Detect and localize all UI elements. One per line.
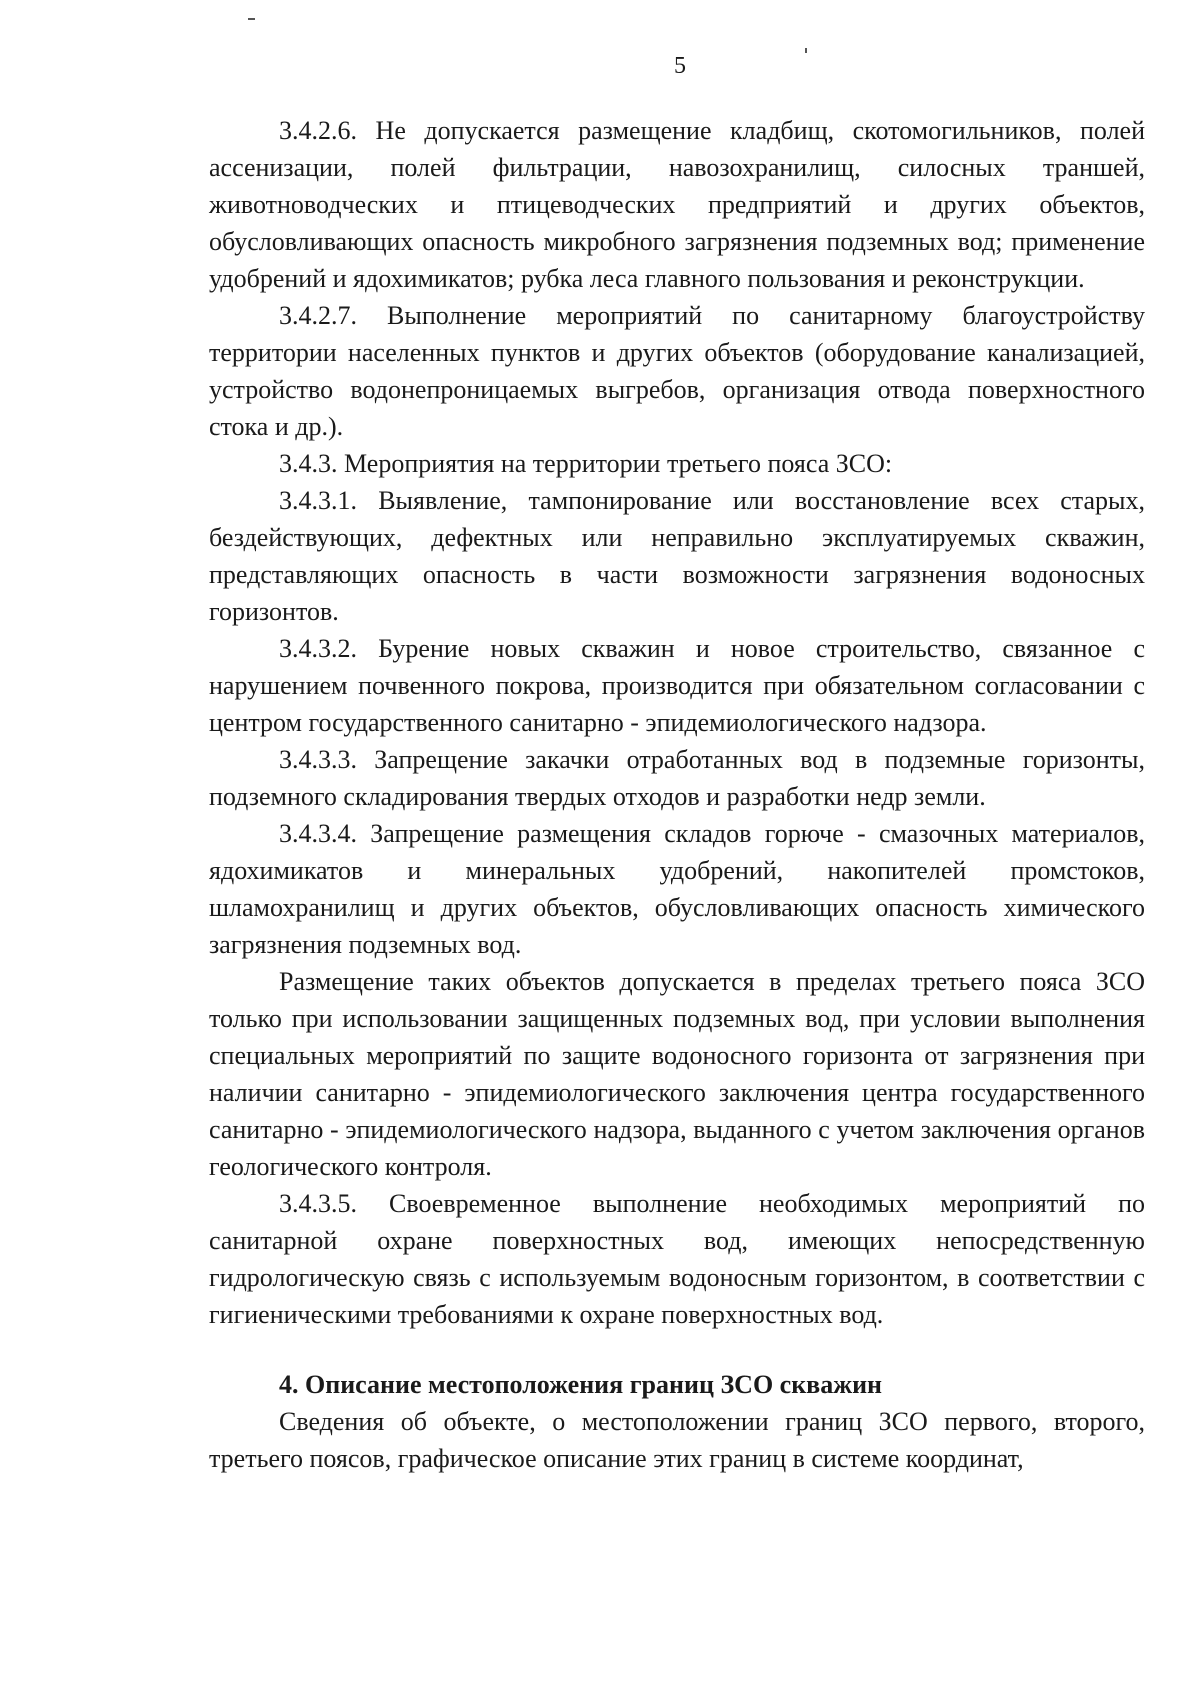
document-body	[209, 112, 1145, 1477]
paragraph-3-4-3: 3.4.3. Мероприятия на территории третьего пояса ЗСО:	[279, 449, 893, 478]
section-paragraph: Сведения об объекте, о местоположении границ ЗСО первого, второго, третьего поясов, графическое описание этих границ в системе координат,	[209, 1407, 1145, 1473]
paragraph-3-4-3-5: 3.4.3.5. Своевременное выполнение необходимых мероприятий по санитарной охране поверхностных вод, имеющих непосредственную гидрологическую связь с используемым водоносным горизонтом, в соответствии с гигиеническими требованиями к охране поверхностных вод.	[209, 1189, 1145, 1329]
paragraph-3-4-3-3: 3.4.3.3. Запрещение закачки отработанных вод в подземные горизонты, подземного складирования твердых отходов и разработки недр земли.	[209, 745, 1145, 811]
page-number: 5	[674, 53, 686, 79]
paragraph-3-4-2-7: 3.4.2.7. Выполнение мероприятий по санитарному благоустройству территории населенных пунктов и других объектов (оборудование канализацией, устройство водонепроницаемых выгребов, организация отвода поверхностного стока и др.).	[209, 301, 1145, 441]
paragraph-placement-conditions: Размещение таких объектов допускается в пределах третьего пояса ЗСО только при использовании защищенных подземных вод, при условии выполнения специальных мероприятий по защите водоносного горизонта от загрязнения при наличии санитарно - эпидемиологического заключения центра государственного санитарно - эпидемиологического надзора, выданного с учетом заключения органов геологического контроля.	[209, 967, 1145, 1181]
scan-artifact	[248, 18, 255, 20]
paragraph-3-4-2-6: 3.4.2.6. Не допускается размещение кладбищ, скотомогильников, полей ассенизации, полей фильтрации, навозохранилищ, силосных траншей, животноводческих и птицеводческих предприятий и других объектов, обусловливающих опасность микробного загрязнения подземных вод; применение удобрений и ядохимикатов; рубка леса главного пользования и реконструкции.	[209, 116, 1145, 293]
paragraph-3-4-3-1: 3.4.3.1. Выявление, тампонирование или восстановление всех старых, бездействующих, дефектных или неправильно эксплуатируемых скважин, представляющих опасность в части возможности загрязнения водоносных горизонтов.	[209, 486, 1145, 626]
section-heading: 4. Описание местоположения границ ЗСО скважин	[279, 1370, 883, 1399]
paragraph-3-4-3-4: 3.4.3.4. Запрещение размещения складов горюче - смазочных материалов, ядохимикатов и минеральных удобрений, накопителей промстоков, шламохранилищ и других объектов, обусловливающих опасность химического загрязнения подземных вод.	[209, 819, 1145, 959]
paragraph-3-4-3-2: 3.4.3.2. Бурение новых скважин и новое строительство, связанное с нарушением почвенного покрова, производится при обязательном согласовании с центром государственного санитарно - эпидемиологического надзора.	[209, 634, 1145, 737]
